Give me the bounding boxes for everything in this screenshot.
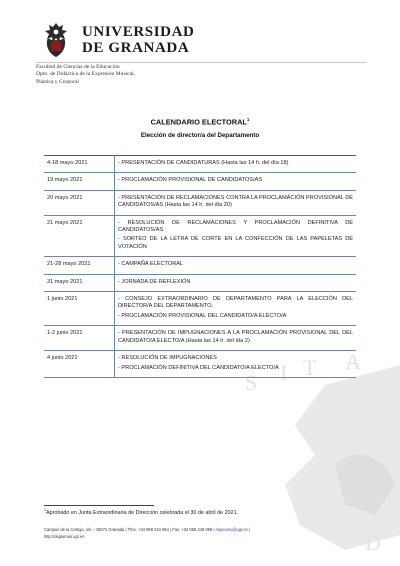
events-cell [115,326,357,351]
page-footer [44,527,344,540]
events-cell [115,215,357,257]
event-text: - CONSEJO EXTRAORDINARIO DE DEPARTAMENTO PARA LA ELECCIÓN DEL DIRECTOR/A DEL DEPARTAMENTO. [118,296,353,310]
department-info [36,64,236,86]
date-cell: 4 junio 2021 [44,351,115,378]
department-line: Dpto. de Didáctica de la Expresión Musical, [36,71,136,78]
document-title [0,117,400,126]
date-cell: 21-28 mayo 2021 [44,257,115,274]
footer-address: Campus de la Cartuja, s/n – 18071 Granada | Tfno. +34 958 243 954 | Fax: +34 958 249 058 | [44,527,216,532]
svg-text:T: T [303,355,317,380]
event-text: - CAMPAÑA ELECTORAL [118,261,184,268]
events-cell [115,156,357,173]
events-cell [115,173,357,190]
events-cell [115,257,357,274]
table-row [44,257,356,274]
events-cell [115,292,357,326]
footnote-marker: 1 [44,508,46,512]
footer-email-link[interactable]: depexmu@ugr.es [215,527,248,532]
electoral-calendar-table [44,155,356,378]
title-footnote-marker: 1 [246,117,250,122]
svg-text:A: A [345,349,361,374]
table-row [44,351,356,378]
event-text: - PRESENTACIÓN DE RECLAMACIONES CONTRA LA PROCLAMACIÓN PROVISIONAL DE CANDIDATOS/AS (Hasta las 14 h. del día 20) [118,194,353,209]
table-row [44,156,356,173]
university-crest-icon [36,20,76,60]
event-text: - RESOLUCIÓN DE IMPUGNACIONES [118,355,217,362]
footer-contact [44,527,344,534]
date-cell: 19 mayo 2021 [44,173,115,190]
event-text: - PROCLAMACIÓN PROVISIONAL DE CANDIDATOS/AS [118,177,263,184]
events-cell [115,274,357,291]
department-line: Plástica y Corporal [36,78,79,85]
events-cell [115,190,357,215]
table-row [44,190,356,215]
date-cell: 1-2 junio 2021 [44,326,115,351]
event-text: - SORTEO DE LA LETRA DE CORTE EN LA CONFECCIÓN DE LAS PAPELETAS DE VOTACIÓN [118,236,353,250]
header-divider [36,62,366,63]
table-row [44,274,356,291]
footnote-divider [44,505,154,506]
department-line: Facultad de Ciencias de la Educación [36,64,120,70]
document-subtitle: Elección de director/a del Departamento [140,132,260,139]
table-row [44,215,356,257]
svg-text:D: D [365,530,381,555]
university-name-line1: UNIVERSIDAD [82,24,195,40]
table-row [44,173,356,190]
university-name [82,24,194,56]
date-cell: 4-18 mayo 2021 [44,156,115,173]
footnote-text: Aprobado en Junta Extraordinaria de Dirección celebrada el 30 de abril de 2021. [46,509,239,516]
date-cell: 31 mayo 2021 [44,274,115,291]
svg-text:S: S [245,370,258,395]
svg-text:I: I [280,360,288,385]
table-row [44,326,356,351]
event-text: - PROCLAMACIÓN DEFINITIVA DEL CANDIDATO/A ELECTO/A [118,364,279,371]
event-text: - PRESENTACIÓN DE IMPUGNACIONES A LA PROCLAMACIÓN PROVISIONAL DEL DEL CANDIDATO/A ELECTO/A (Hasta las 14 h. del día 2) [118,330,353,344]
date-cell: 20 mayo 2021 [44,190,115,215]
events-cell [115,351,357,378]
table-row [44,292,356,326]
event-text: - JORNADA DE REFLEXIÓN [118,278,191,285]
university-name-line2: DE GRANADA [82,40,190,56]
footer-separator: | [247,527,250,532]
event-text: - RESOLUCIÓN DE RECLAMACIONES Y PROCLAMACIÓN DEFINITIVA DE CANDIDATOS/AS [118,219,353,234]
footnote [44,508,238,516]
footer-website-link[interactable]: http://deplumas.ugr.es [44,533,85,539]
date-cell: 21 mayo 2021 [44,215,115,257]
event-text: - PRESENTACIÓN DE CANDIDATURAS (Hasta las 14 h. del día 18) [118,160,289,166]
date-cell: 1 junio 2021 [44,292,115,326]
event-text: - PROCLAMACIÓN PROVISIONAL DEL CANDIDATO/A ELECTO/A [118,312,287,319]
document-title-text: CALENDARIO ELECTORAL [150,117,247,127]
letterhead [36,20,366,62]
